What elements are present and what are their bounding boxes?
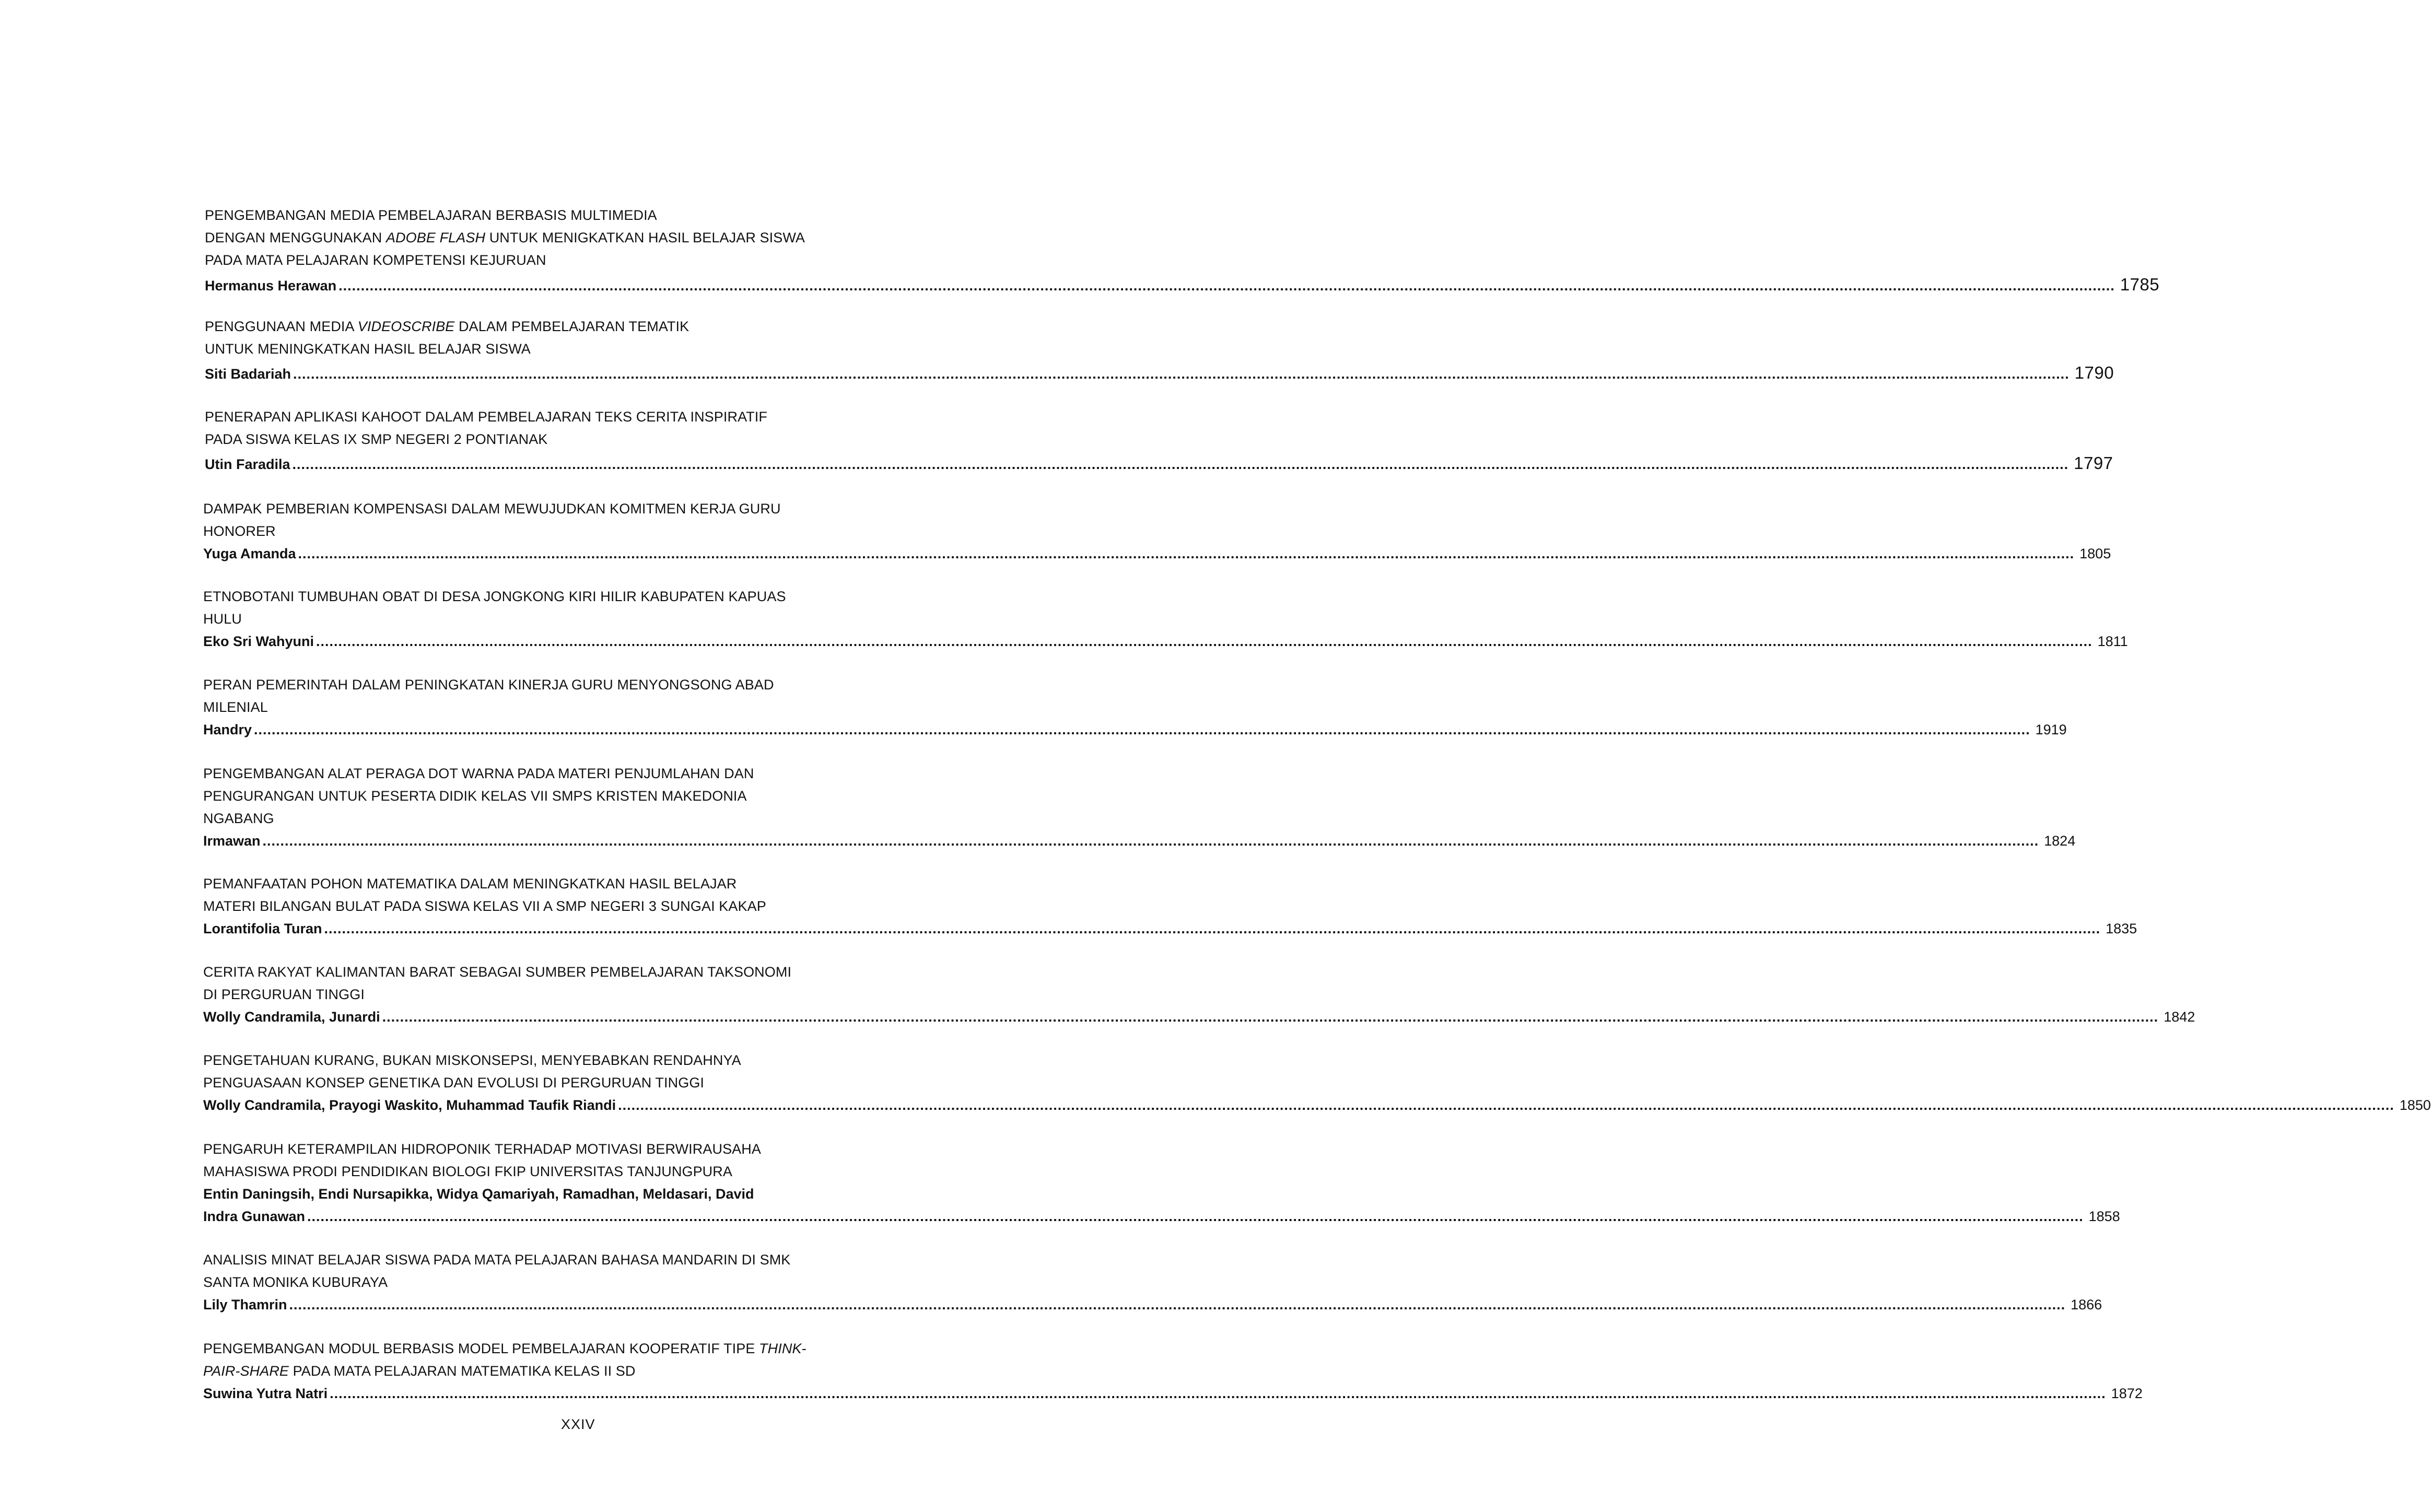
entry-title-line: PENGEMBANGAN ALAT PERAGA DOT WARNA PADA MATERI PENJUMLAHAN DAN <box>203 766 754 781</box>
entry-title-line: PENGETAHUAN KURANG, BUKAN MISKONSEPSI, MENYEBABKAN RENDAHNYA <box>203 1052 741 1068</box>
entry-page-number: 1858 <box>2088 1209 2120 1224</box>
entry-author: Lily Thamrin <box>203 1297 287 1312</box>
entry-title-line: PAIR-SHARE PADA MATA PELAJARAN MATEMATIKA KELAS II SD <box>203 1363 636 1379</box>
entry-author-row <box>203 833 2076 849</box>
entry-page-number: 1919 <box>2035 722 2067 737</box>
entry-page-number: 1866 <box>2071 1297 2102 1312</box>
entry-title-line: UNTUK MENINGKATKAN HASIL BELAJAR SISWA <box>205 341 531 357</box>
entry-author: Suwina Yutra Natri <box>203 1386 328 1401</box>
entry-author: Irmawan <box>203 833 261 849</box>
entry-title-line: MATERI BILANGAN BULAT PADA SISWA KELAS VII A SMP NEGERI 3 SUNGAI KAKAP <box>203 898 766 914</box>
entry-page-number: 1785 <box>2120 275 2160 294</box>
entry-author: Indra Gunawan <box>203 1209 306 1224</box>
entry-title-line: ANALISIS MINAT BELAJAR SISWA PADA MATA PELAJARAN BAHASA MANDARIN DI SMK <box>203 1252 791 1268</box>
entry-page-number: 1790 <box>2074 363 2114 382</box>
entry-page-number: 1842 <box>2164 1009 2195 1025</box>
entry-page-number: 1824 <box>2044 833 2076 849</box>
dot-leader: ................................................................................................................................................................................................................................................................................................................................................................................................................ <box>618 1097 2394 1113</box>
entry-author-row <box>203 1296 2102 1313</box>
entry-title-line: PENGEMBANGAN MEDIA PEMBELAJARAN BERBASIS MULTIMEDIA <box>205 207 657 223</box>
entry-title-line: PENGGUNAAN MEDIA VIDEOSCRIBE DALAM PEMBELAJARAN TEMATIK <box>205 319 689 334</box>
dot-leader: ................................................................................................................................................................................................................................................................................................................................................................................................................ <box>316 634 2093 649</box>
entry-author: Lorantifolia Turan <box>203 921 322 936</box>
entry-page-number: 1811 <box>2097 634 2128 649</box>
entry-title-line: PENGEMBANGAN MODUL BERBASIS MODEL PEMBELAJARAN KOOPERATIF TIPE THINK- <box>203 1341 807 1356</box>
entry-title-line: DI PERGURUAN TINGGI <box>203 987 365 1002</box>
entry-title-line: SANTA MONIKA KUBURAYA <box>203 1274 388 1290</box>
dot-leader: ................................................................................................................................................................................................................................................................................................................................................................................................................ <box>298 546 2075 561</box>
entry-author: Eko Sri Wahyuni <box>203 634 314 649</box>
entry-page-number: 1835 <box>2106 921 2137 936</box>
entry-author-line <box>203 1186 754 1202</box>
entry-title-line: PERAN PEMERINTAH DALAM PENINGKATAN KINERJA GURU MENYONGSONG ABAD <box>203 677 774 693</box>
entry-title-line: ETNOBOTANI TUMBUHAN OBAT DI DESA JONGKONG KIRI HILIR KABUPATEN KAPUAS <box>203 589 786 604</box>
entry-author-row <box>205 453 2113 473</box>
entry-author: Siti Badariah <box>205 366 291 382</box>
entry-author-row <box>203 1385 2143 1402</box>
entry-title-line: DENGAN MENGGUNAKAN ADOBE FLASH UNTUK MENIGKATKAN HASIL BELAJAR SISWA <box>205 230 805 245</box>
dot-leader: ................................................................................................................................................................................................................................................................................................................................................................................................................ <box>382 1009 2159 1025</box>
entry-title-line: DAMPAK PEMBERIAN KOMPENSASI DALAM MEWUJUDKAN KOMITMEN KERJA GURU <box>203 501 781 517</box>
entry-title-line: HONORER <box>203 523 276 539</box>
entry-page-number: 1805 <box>2079 546 2111 561</box>
entry-author: Entin Daningsih, Endi Nursapikka, Widya Qamariyah, Ramadhan, Meldasari, David <box>203 1186 754 1202</box>
entry-title-line: PADA MATA PELAJARAN KOMPETENSI KEJURUAN <box>205 252 546 268</box>
entry-title-line: CERITA RAKYAT KALIMANTAN BARAT SEBAGAI SUMBER PEMBELAJARAN TAKSONOMI <box>203 964 792 980</box>
entry-title-line: PENERAPAN APLIKASI KAHOOT DALAM PEMBELAJARAN TEKS CERITA INSPIRATIF <box>205 409 767 425</box>
entry-author-row <box>203 1009 2195 1025</box>
entry-author-row <box>205 275 2160 294</box>
entry-page-number: 1872 <box>2111 1386 2143 1401</box>
entry-author-row <box>203 545 2111 562</box>
entry-title-line: MAHASISWA PRODI PENDIDIKAN BIOLOGI FKIP UNIVERSITAS TANJUNGPURA <box>203 1164 732 1179</box>
dot-leader: ................................................................................................................................................................................................................................................................................................................................................................................................................ <box>292 456 2069 472</box>
dot-leader: ................................................................................................................................................................................................................................................................................................................................................................................................................ <box>262 833 2039 849</box>
entry-title-line: PENGURANGAN UNTUK PESERTA DIDIK KELAS VII SMPS KRISTEN MAKEDONIA <box>203 788 747 804</box>
entry-author-row <box>205 363 2114 382</box>
dot-leader: ................................................................................................................................................................................................................................................................................................................................................................................................................ <box>289 1297 2066 1312</box>
entry-author-row <box>203 1208 2120 1225</box>
dot-leader: ................................................................................................................................................................................................................................................................................................................................................................................................................ <box>330 1386 2106 1401</box>
dot-leader: ................................................................................................................................................................................................................................................................................................................................................................................................................ <box>307 1209 2084 1224</box>
entry-author-row <box>203 920 2137 937</box>
entry-title-line: PENGUASAAN KONSEP GENETIKA DAN EVOLUSI DI PERGURUAN TINGGI <box>203 1075 705 1091</box>
dot-leader: ................................................................................................................................................................................................................................................................................................................................................................................................................ <box>338 278 2115 294</box>
entry-page-number: 1850 <box>2399 1097 2431 1113</box>
entry-author-row <box>203 633 2128 650</box>
entry-page-number: 1797 <box>2074 453 2113 473</box>
entry-author: Hermanus Herawan <box>205 278 337 294</box>
page-number-roman: XXIV <box>561 1416 595 1432</box>
entry-author-row <box>203 721 2067 738</box>
entry-author: Handry <box>203 722 252 737</box>
entry-title-line: HULU <box>203 611 242 627</box>
dot-leader: ................................................................................................................................................................................................................................................................................................................................................................................................................ <box>293 366 2070 382</box>
entry-author: Yuga Amanda <box>203 546 296 561</box>
entry-title-line: MILENIAL <box>203 699 268 715</box>
entry-title-line: NGABANG <box>203 811 274 826</box>
entry-title-line: PEMANFAATAN POHON MATEMATIKA DALAM MENINGKATKAN HASIL BELAJAR <box>203 876 737 892</box>
entry-author: Wolly Candramila, Junardi <box>203 1009 380 1025</box>
entry-author: Wolly Candramila, Prayogi Waskito, Muhammad Taufik Riandi <box>203 1097 616 1113</box>
entry-author: Utin Faradila <box>205 456 290 472</box>
dot-leader: ................................................................................................................................................................................................................................................................................................................................................................................................................ <box>254 722 2030 737</box>
entry-title-line: PADA SISWA KELAS IX SMP NEGERI 2 PONTIANAK <box>205 431 548 447</box>
entry-title-line: PENGARUH KETERAMPILAN HIDROPONIK TERHADAP MOTIVASI BERWIRAUSAHA <box>203 1141 762 1157</box>
dot-leader: ................................................................................................................................................................................................................................................................................................................................................................................................................ <box>324 921 2101 936</box>
entry-author-row <box>203 1097 2431 1114</box>
